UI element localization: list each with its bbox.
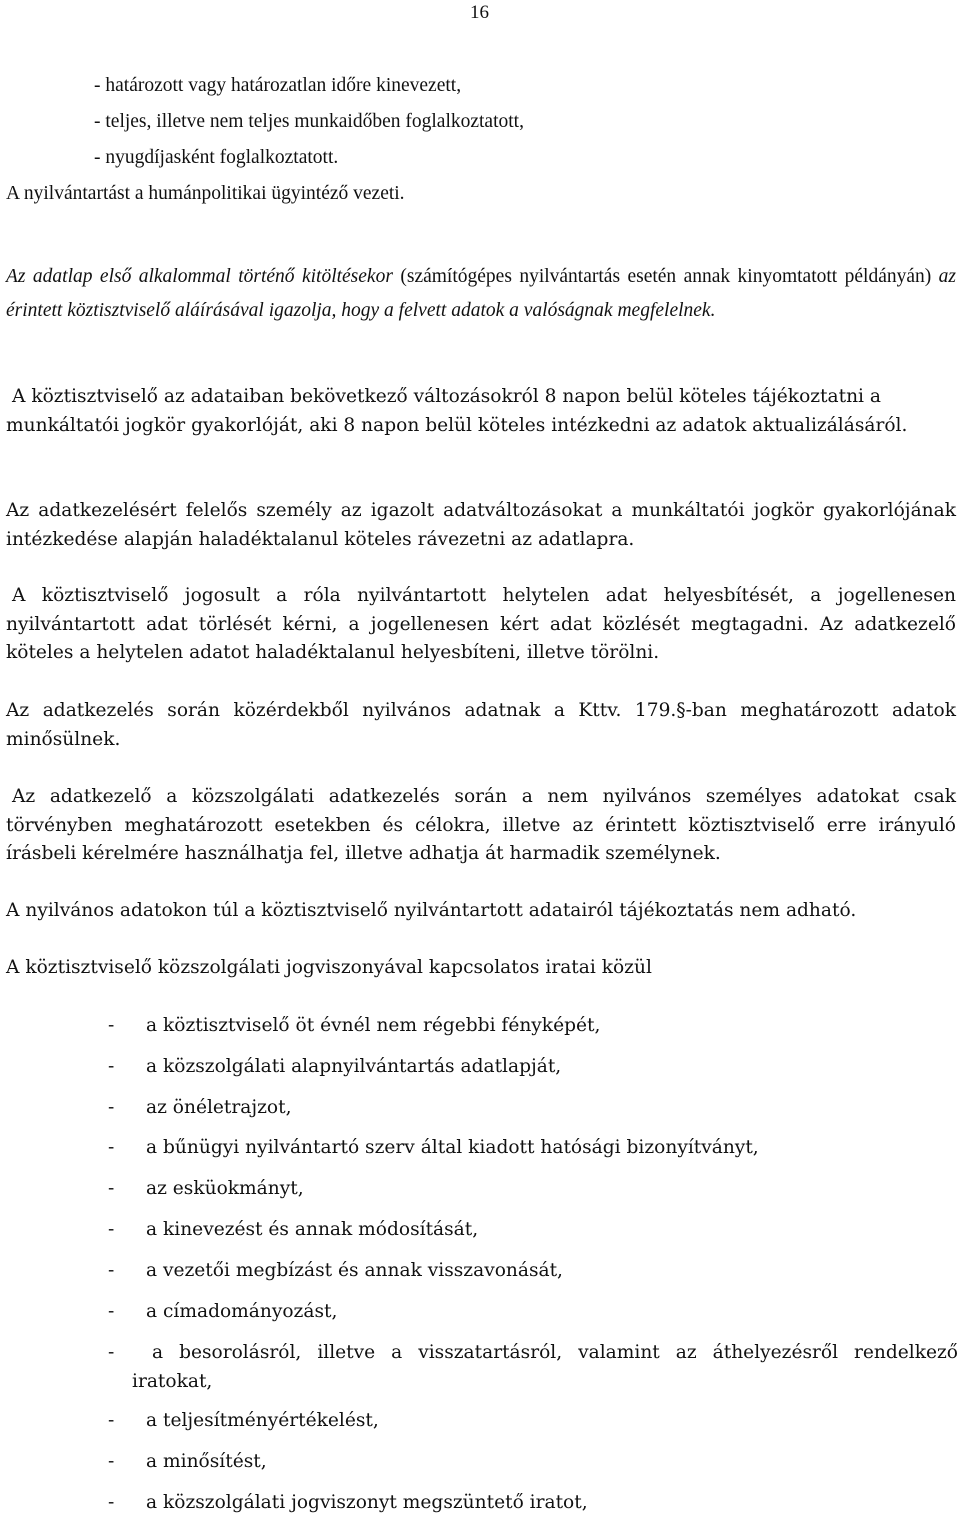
paragraph-public: Az adatkezelés során közérdekből nyilvános adatnak a Kttv. 179.§-ban meghatározott adatok minősülnek. <box>6 700 956 750</box>
list-item: - teljes, illetve nem teljes munkaidőben foglalkoztatott, <box>94 111 524 132</box>
list-item: - a vezetői megbízást és annak visszavonását, <box>108 1260 563 1281</box>
list-item: - a címadományozást, <box>108 1301 338 1322</box>
paragraph-no-info: A nyilvános adatokon túl a köztisztviselő nyilvántartott adatairól tájékoztatás nem adható. <box>6 900 857 921</box>
list-item: - a közszolgálati jogviszonyt megszüntető iratot, <box>108 1492 588 1513</box>
list-item: - a köztisztviselő öt évnél nem régebbi fényképét, <box>108 1015 601 1036</box>
list-item: - a közszolgálati alapnyilvántartás adatlapját, <box>108 1056 562 1077</box>
list-item: - a kinevezést és annak módosítását, <box>108 1219 479 1240</box>
list-item: - határozott vagy határozatlan időre kinevezett, <box>94 75 462 96</box>
paragraph-nonpublic: Az adatkezelő a közszolgálati adatkezelés során a nem nyilvános személyes adatokat csak törvényben meghatározott esetekben és célokra, illetve az érintett köztisztviselő erre irányuló írásbeli kérelmére használhatja fel, illetve adhatja át harmadik személynek. <box>6 786 956 864</box>
list-item: - az önéletrajzot, <box>108 1097 292 1118</box>
top-list <box>6 68 956 176</box>
page-number: 16 <box>470 2 489 23</box>
list-item: - az esküokmányt, <box>108 1178 304 1199</box>
paragraph-responsible: Az adatkezelésért felelős személy az igazolt adatváltozásokat a munkáltatói jogkör gyakorlójának intézkedése alapján haladéktalanul köteles rávezetni az adatlapra. <box>6 500 956 550</box>
paragraph-docs-intro: A köztisztviselő közszolgálati jogviszonyával kapcsolatos iratai közül <box>6 957 652 978</box>
paragraph-kept: A nyilvántartást a humánpolitikai ügyintéző vezeti. <box>6 183 405 204</box>
list-item: - a teljesítményértékelést, <box>108 1410 379 1431</box>
paragraph-adatlap-italic1: Az adatlap első alkalommal történő kitöltésekor <box>6 266 393 287</box>
list-item: - a minősítést, <box>108 1451 267 1472</box>
paragraph-changes: A köztisztviselő az adataiban bekövetkező változásokról 8 napon belül köteles tájékoztatni a munkáltatói jogkör gyakorlóját, aki 8 napon belül köteles intézkedni az adatok aktualizálásáról. <box>6 386 908 436</box>
paragraph-adatlap-italic2: az érintett köztisztviselő aláírásával igazolja, hogy a felvett adatok a valóságnak megfelelnek. <box>6 266 957 321</box>
list-item: - a besorolásról, illetve a visszatartásról, valamint az áthelyezésről rendelkező iratokat, <box>108 1342 958 1392</box>
list-item: - a bűnügyi nyilvántartó szerv által kiadott hatósági bizonyítványt, <box>108 1137 759 1158</box>
paragraph-adatlap <box>6 260 956 328</box>
paragraph-rights: A köztisztviselő jogosult a róla nyilvántartott helytelen adat helyesbítését, a jogellenesen nyilvántartott adat törlését kérni, a jogellenesen kért adat közlését megtagadni. Az adatkezelő köteles a helytelen adatot haladéktalanul helyesbíteni, illetve törölni. <box>6 585 956 663</box>
paragraph-adatlap-normal: (számítógépes nyilvántartás esetén annak kinyomtatott példányán) <box>400 266 932 287</box>
list-item: - nyugdíjasként foglalkoztatott. <box>94 147 339 168</box>
